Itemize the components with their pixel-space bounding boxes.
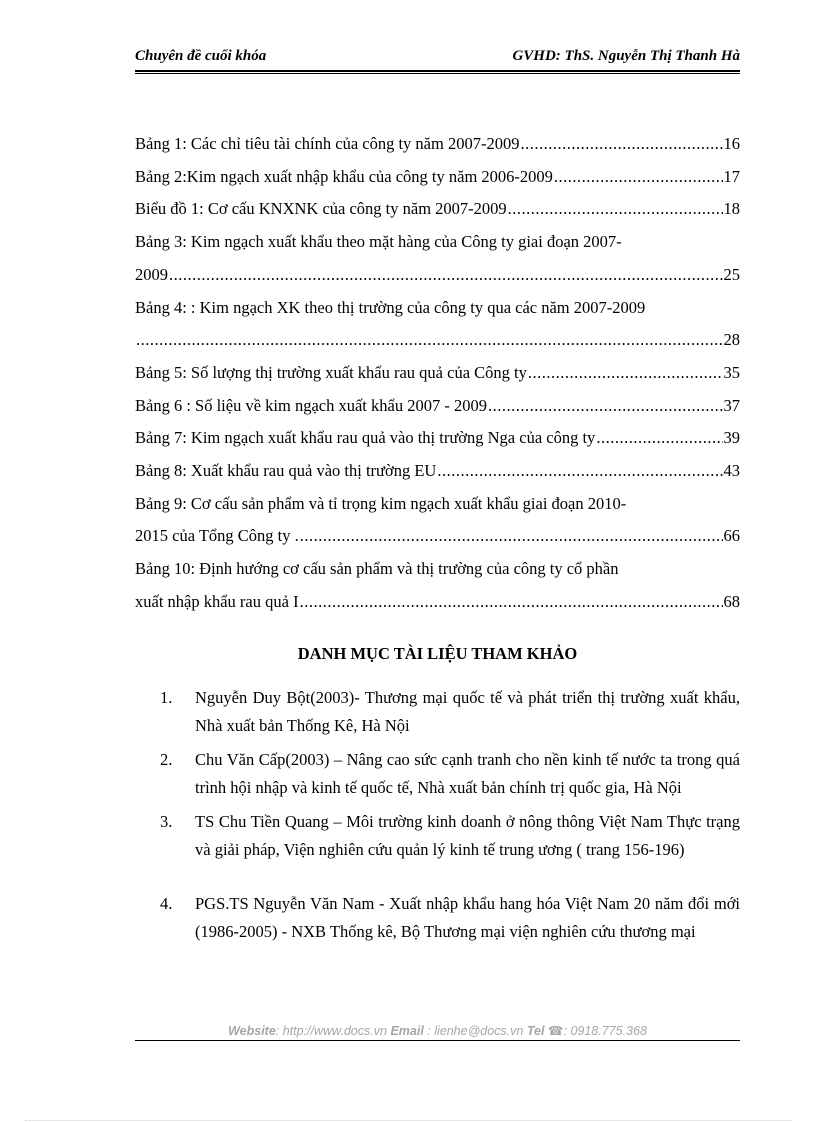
reference-item: 1. Nguyễn Duy Bột(2003)- Thương mại quốc tế và phát triển thị trường xuất khẩu, Nhà xuất bản Thống Kê, Hà Nội [160,688,740,735]
toc-entry-continuation: 2009 ..... 25 [135,259,740,292]
header-left: Chuyên đề cuối khóa [135,48,267,64]
toc-entry: Bảng 5: Số lượng thị trường xuất khẩu rau quả của Công ty ..... 35 [135,357,740,390]
toc-entry: Bảng 9: Cơ cấu sản phẩm và tỉ trọng kim ngạch xuất khẩu giai đoạn 2010- [135,493,627,513]
reference-item: 3. TS Chu Tiền Quang – Môi trường kinh doanh ở nông thông Việt Nam Thực trạng và giải pháp, Viện nghiên cứu quản lý kinh tế trung ương ( trang 156-196) [160,812,740,859]
toc-entry-continuation: ..... 28 [135,324,740,357]
footer-tel: ☎: 0918.775.368 [544,1024,647,1038]
toc-entry-continuation: xuất nhập khẩu rau quả I ..... 68 [135,586,740,619]
reference-item: 4. PGS.TS Nguyễn Văn Nam - Xuất nhập khẩu hang hóa Việt Nam 20 năm đổi mới (1986-2005) - NXB Thống kê, Bộ Thương mại viện nghiên cứu thương mại [160,894,740,941]
page-bottom-border [25,1120,791,1121]
toc-entry-continuation: 2015 của Tổng Công ty . ..... 66 [135,520,740,553]
toc-entry: Bảng 3: Kim ngạch xuất khẩu theo mặt hàng của Công ty giai đoạn 2007- [135,232,622,252]
footer-website-label: Website [228,1024,276,1038]
references-title: DANH MỤC TÀI LIỆU THAM KHẢO [297,644,578,663]
header-divider [135,70,740,74]
toc-entry: Bảng 4: : Kim ngạch XK theo thị trường của công ty qua các năm 2007-2009 [135,297,646,317]
toc-entry: Bảng 7: Kim ngạch xuất khẩu rau quả vào thị trường Nga của công ty ..... 39 [135,422,740,455]
toc-entry: Bảng 1: Các chỉ tiêu tài chính của công ty năm 2007-2009 ..... 16 [135,128,740,161]
page-header [135,48,740,65]
footer-email: : lienhe@docs.vn [423,1024,524,1038]
toc-entry: Bảng 2:Kim ngạch xuất nhập khẩu của công ty năm 2006-2009 ..... 17 [135,161,740,194]
reference-item: 2. Chu Văn Cấp(2003) – Nâng cao sức cạnh tranh cho nền kinh tế nước ta trong quá trình hội nhập và kinh tế quốc tế, Nhà xuất bản chính trị quốc gia, Hà Nội [160,750,740,797]
references-list [160,684,740,946]
footer-website: : http://www.docs.vn [275,1024,387,1038]
footer-divider [135,1040,740,1041]
footer-email-label: Email [390,1024,424,1038]
footer-tel-label: Tel [526,1024,545,1038]
toc-entry: Bảng 8: Xuất khẩu rau quả vào thị trường EU ..... 43 [135,455,740,488]
page-footer [135,1023,740,1038]
toc-entry: Biểu đồ 1: Cơ cấu KNXNK của công ty năm 2007-2009 ..... 18 [135,193,740,226]
toc-entry: Bảng 10: Định hướng cơ cấu sản phẩm và thị trường của công ty cổ phần [135,559,619,579]
header-right: GVHD: ThS. Nguyễn Thị Thanh Hà [512,48,740,64]
table-of-figures [135,128,740,619]
toc-entry: Bảng 6 : Số liệu về kim ngạch xuất khẩu 2007 - 2009 ..... 37 [135,390,740,423]
